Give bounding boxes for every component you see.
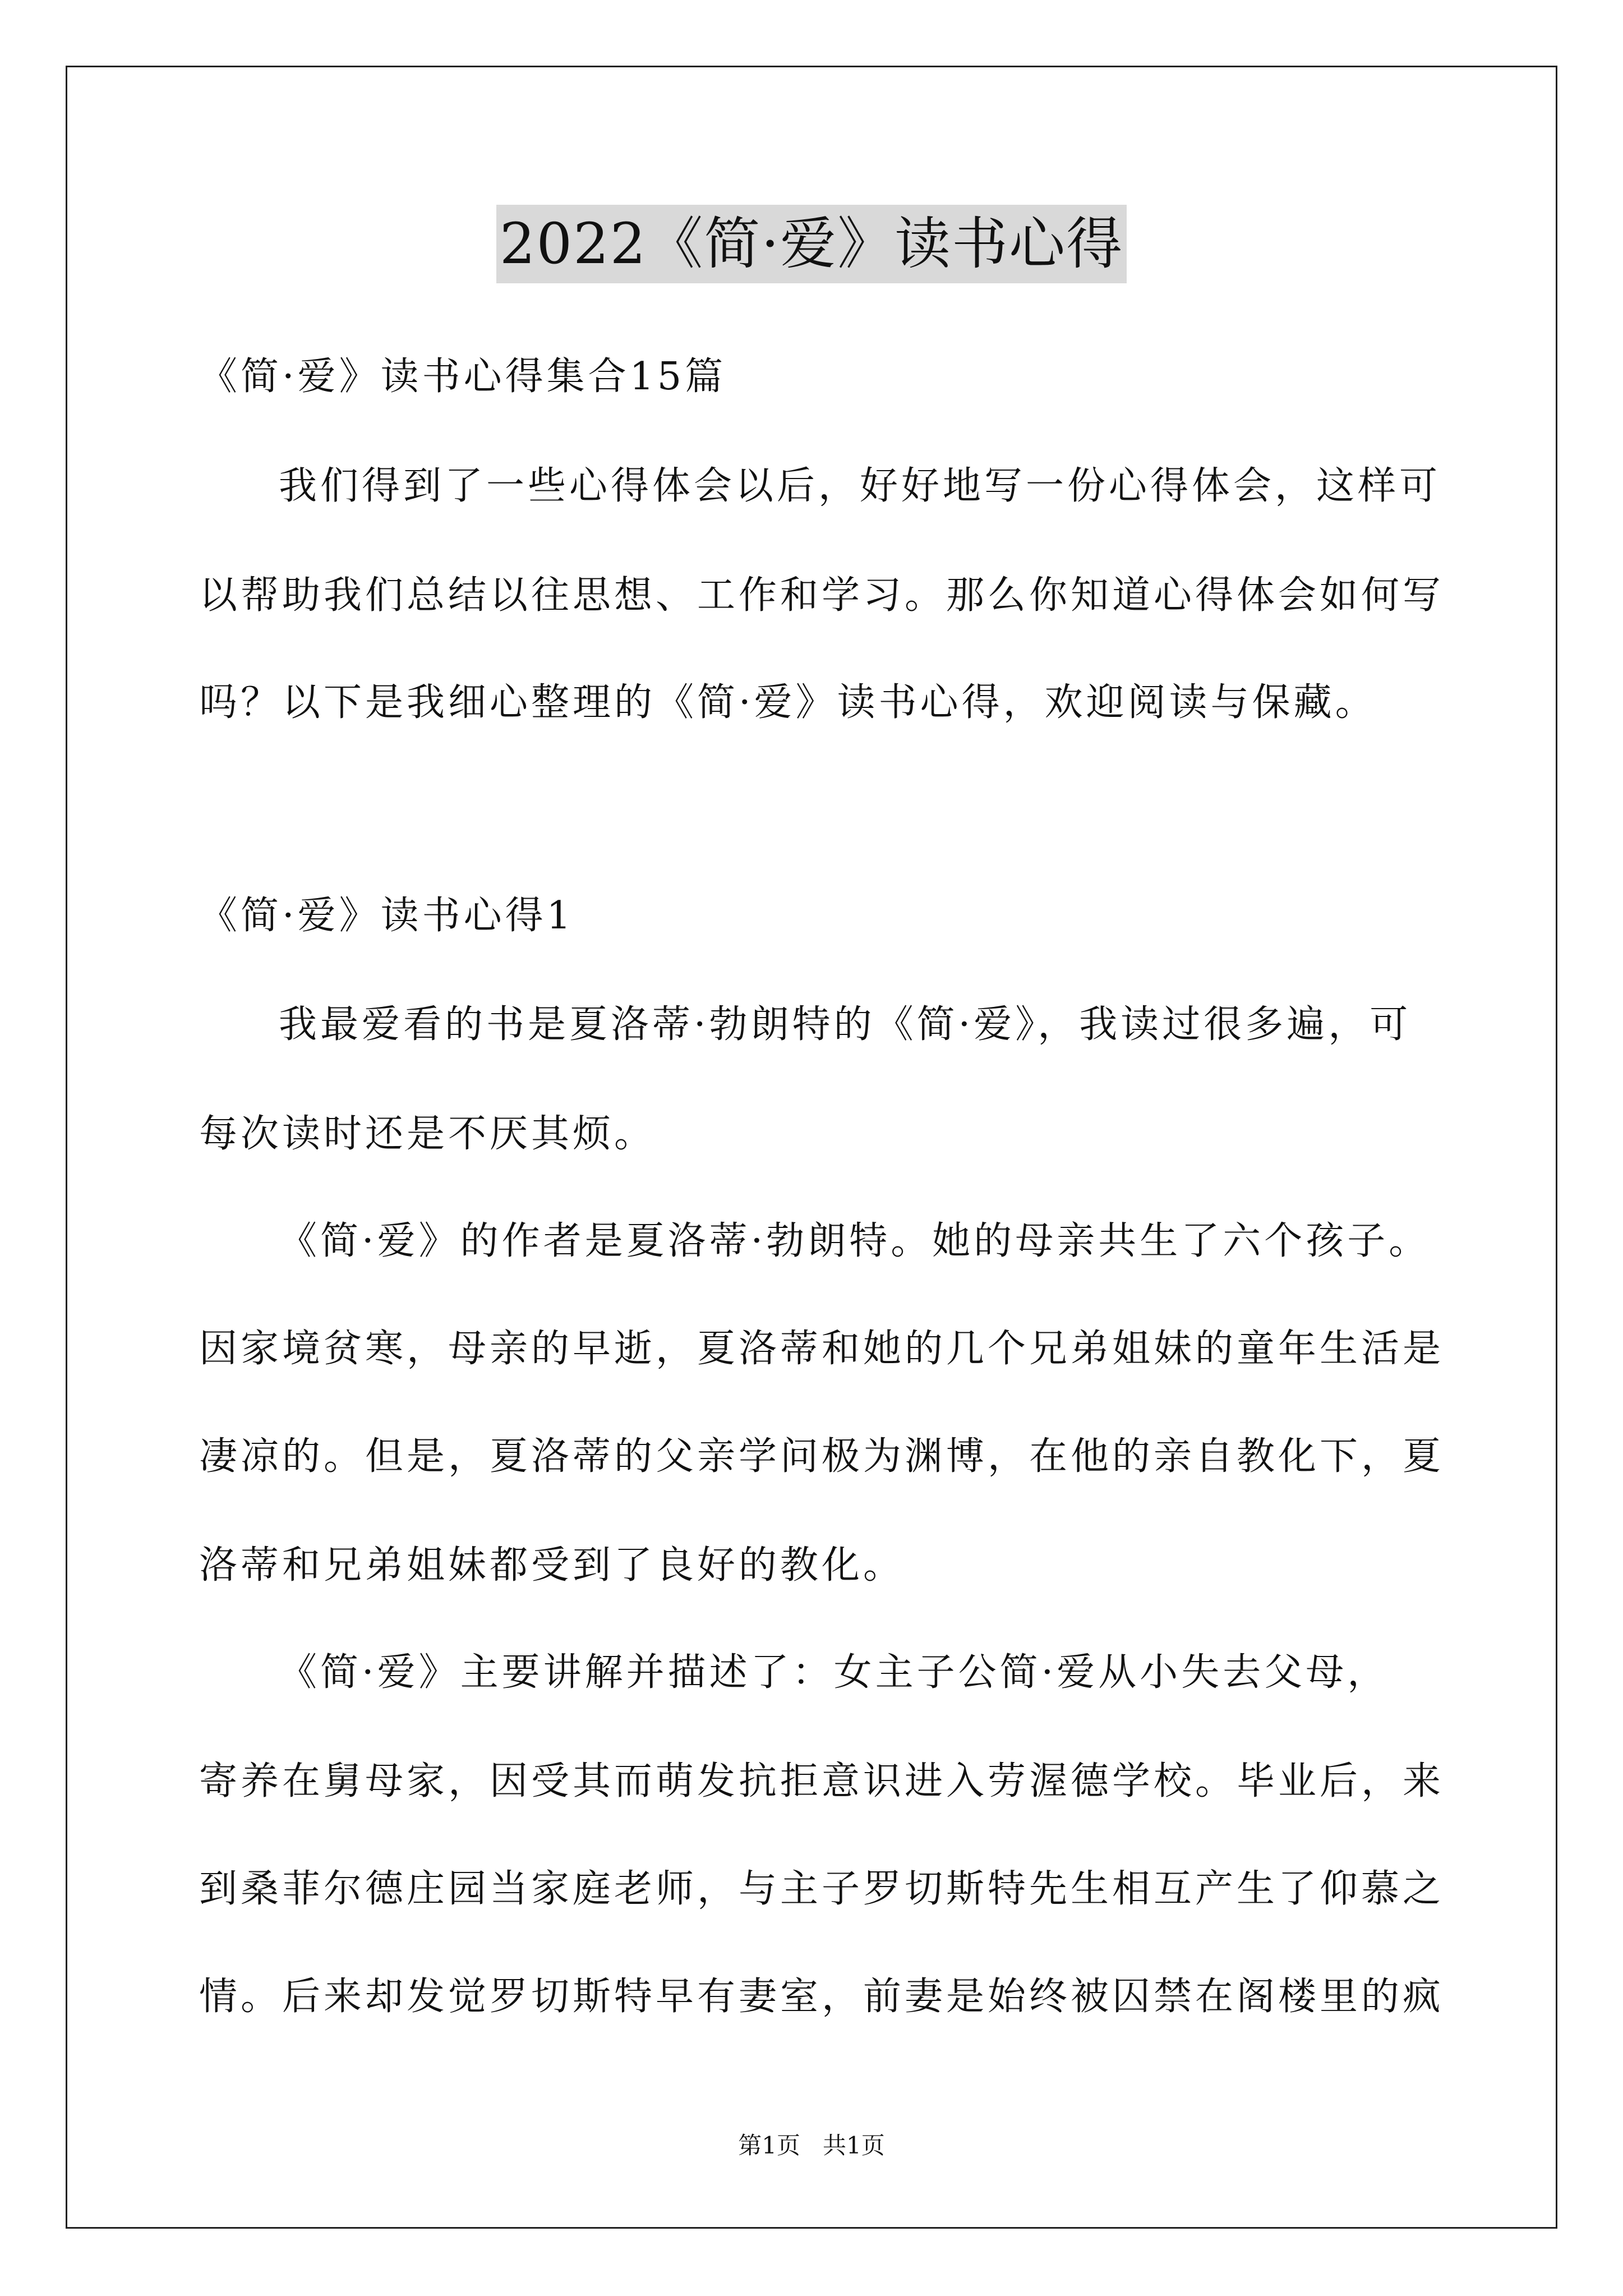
document-subtitle: 《简·爱》读书心得集合15篇 xyxy=(199,355,727,399)
intro-line: 我们得到了一些心得体会以后，好好地写一份心得体会，这样可 xyxy=(279,464,1441,508)
intro-line: 以帮助我们总结以往思想、工作和学习。那么你知道心得体会如何写 xyxy=(199,573,1445,618)
paragraph-line: 寄养在舅母家，因受其而萌发抗拒意识进入劳渥德学校。毕业后，来 xyxy=(199,1759,1445,1803)
paragraph-line: 因家境贫寒，母亲的早逝，夏洛蒂和她的几个兄弟姐妹的童年生活是 xyxy=(199,1327,1445,1371)
paragraph-line: 《简·爱》主要讲解并描述了：女主子公简·爱从小失去父母， xyxy=(279,1650,1389,1695)
paragraph-line: 我最爱看的书是夏洛蒂·勃朗特的《简·爱》，我读过很多遍，可 xyxy=(279,1002,1412,1047)
paragraph-line: 到桑菲尔德庄园当家庭老师，与主子罗切斯特先生相互产生了仰慕之 xyxy=(199,1867,1445,1911)
intro-line: 吗？以下是我细心整理的《简·爱》读书心得，欢迎阅读与保藏。 xyxy=(199,680,1377,725)
section-heading: 《简·爱》读书心得1 xyxy=(199,894,574,938)
paragraph-line: 凄凉的。但是，夏洛蒂的父亲学问极为渊博，在他的亲自教化下，夏 xyxy=(199,1434,1445,1479)
paragraph-line: 洛蒂和兄弟姐妹都受到了良好的教化。 xyxy=(199,1543,905,1588)
document-title: 2022《简·爱》读书心得 xyxy=(496,205,1127,283)
paragraph-line: 《简·爱》的作者是夏洛蒂·勃朗特。她的母亲共生了六个孩子。 xyxy=(279,1219,1431,1263)
paragraph-line: 情。后来却发觉罗切斯特早有妻室，前妻是始终被囚禁在阁楼里的疯 xyxy=(199,1975,1445,2019)
title-container xyxy=(0,205,1623,283)
paragraph-line: 每次读时还是不厌其烦。 xyxy=(199,1112,656,1156)
page-footer: 第1页 共1页 xyxy=(738,2132,885,2159)
